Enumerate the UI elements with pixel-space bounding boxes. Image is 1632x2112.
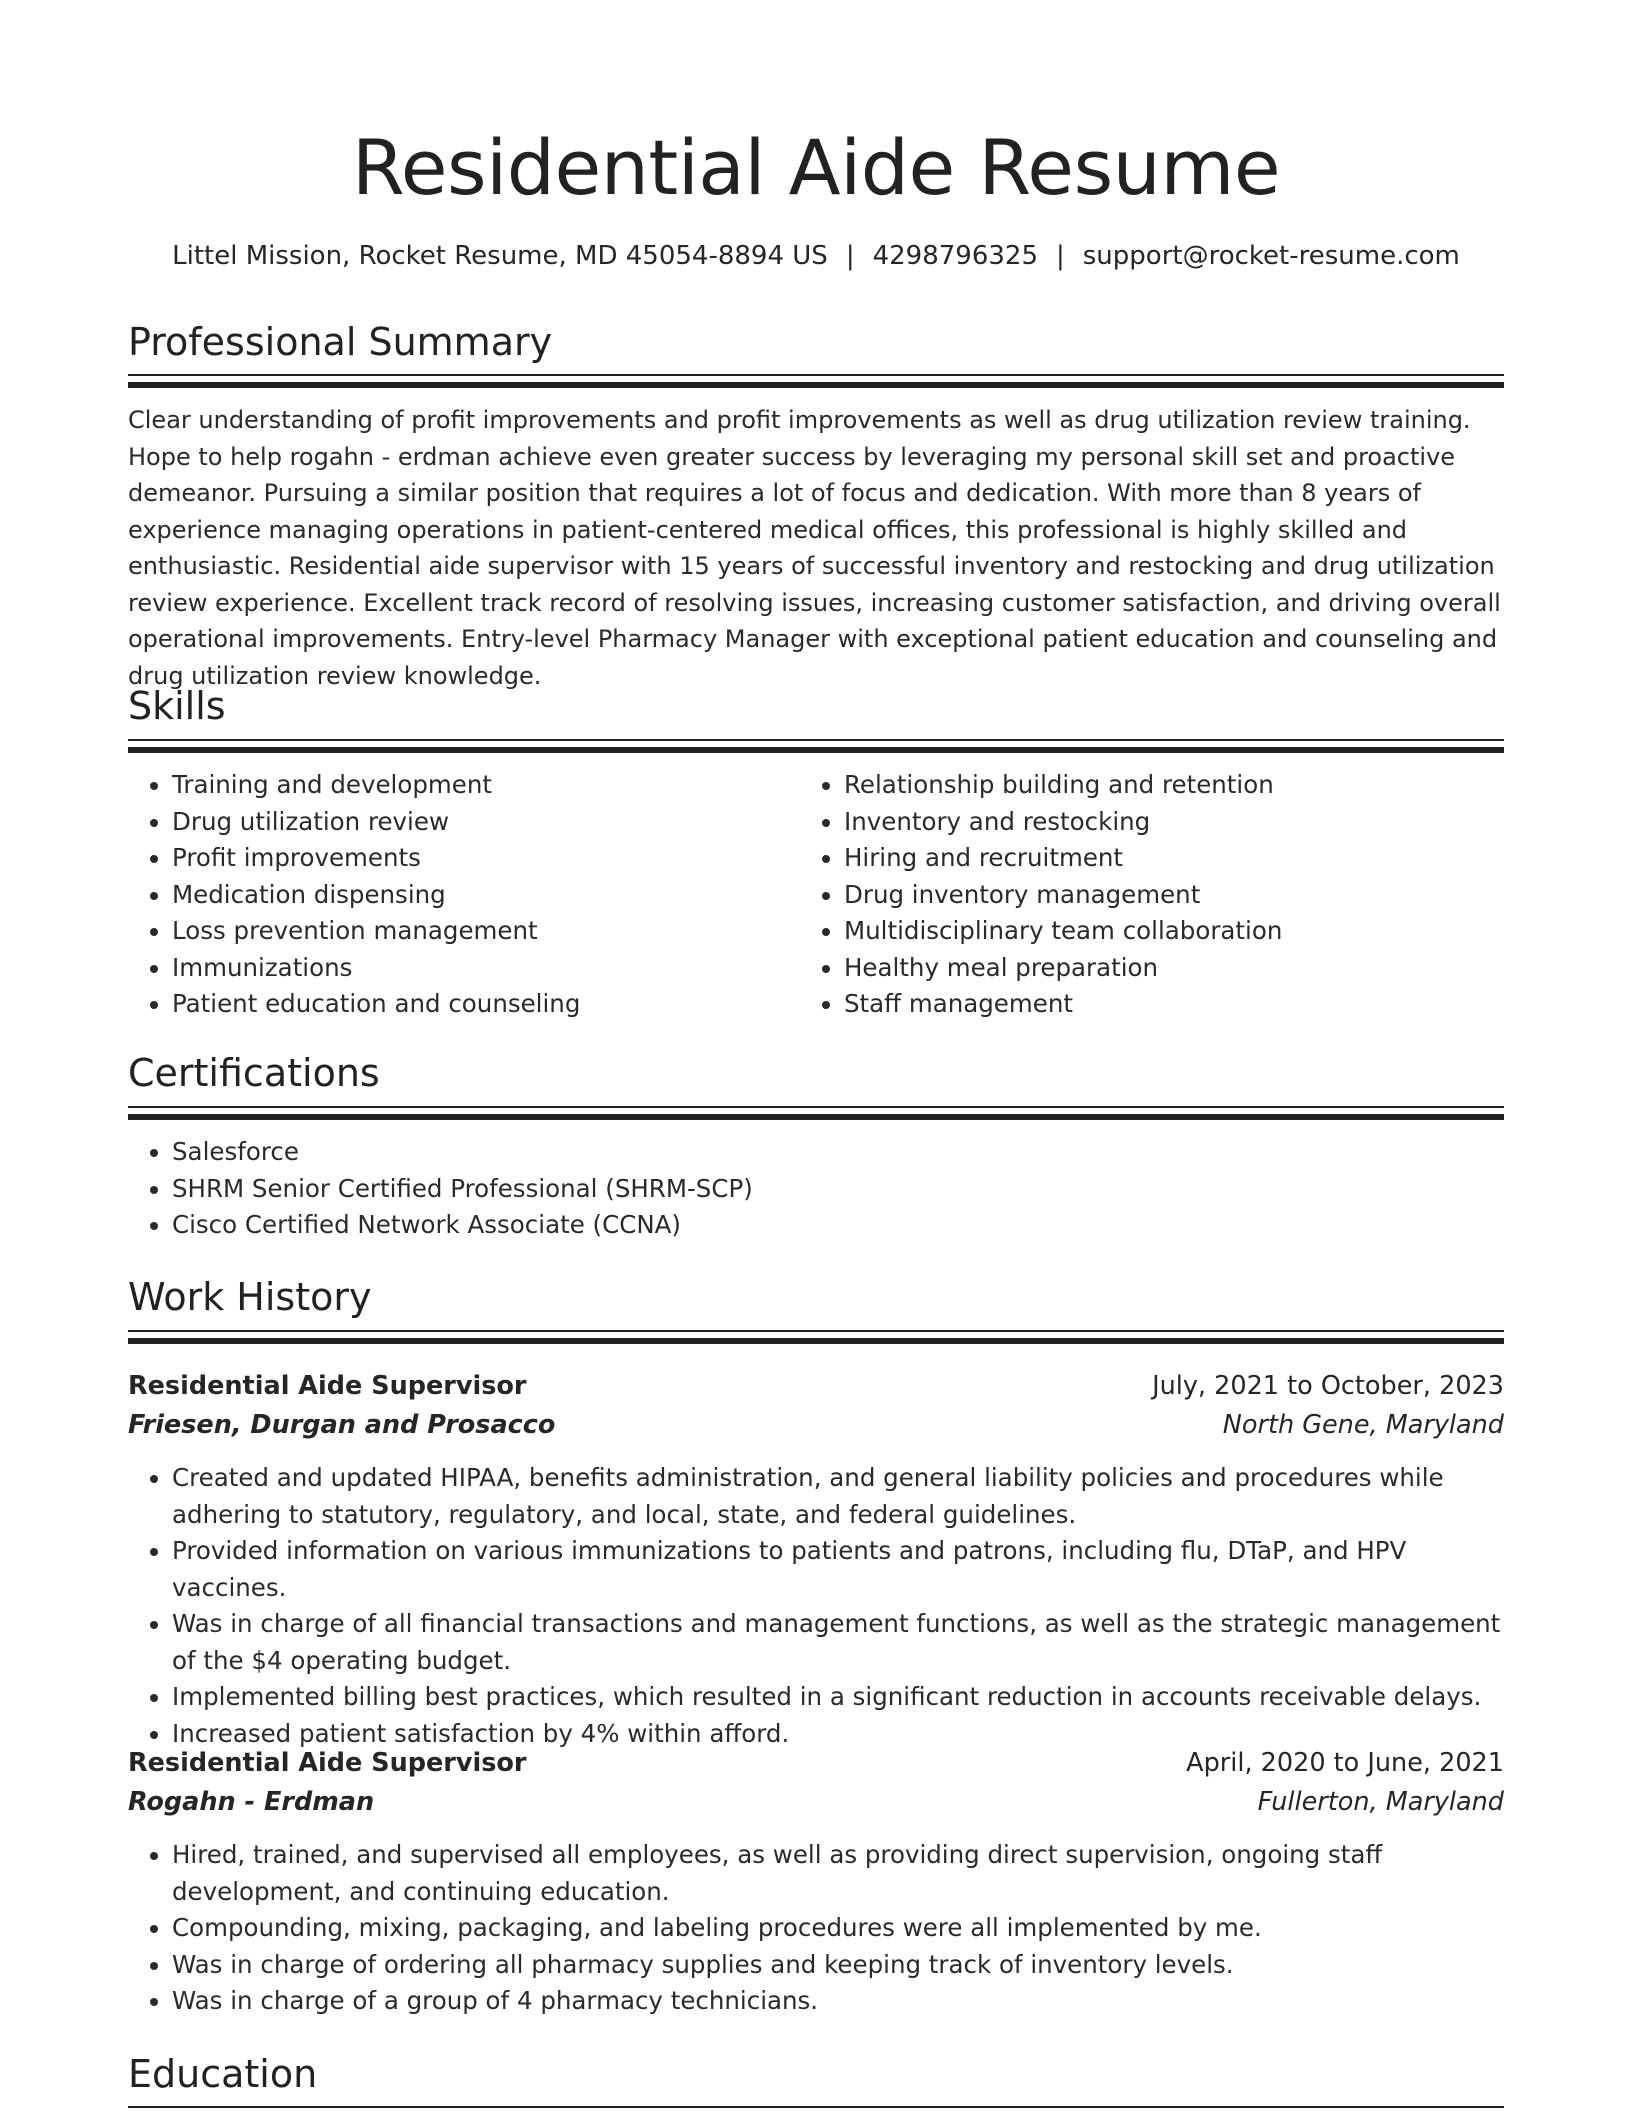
job-1-title-row bbox=[128, 1367, 1504, 1405]
resume-title: Residential Aide Resume bbox=[351, 123, 1281, 212]
job-title: Residential Aide Supervisor bbox=[128, 1371, 527, 1401]
contact-address: Littel Mission, Rocket Resume, MD 45054-8894 US bbox=[172, 241, 828, 271]
job-1-bullets bbox=[128, 1460, 1504, 1752]
list-item: • SHRM Senior Certified Professional (SHRM-SCP) bbox=[172, 1171, 1504, 1208]
list-item: • Healthy meal preparation bbox=[844, 950, 1460, 987]
list-item: • Hired, trained, and supervised all employees, as well as providing direct supervision, ongoing staff development, and continuing education. bbox=[172, 1837, 1504, 1910]
job-dates: July, 2021 to October, 2023 bbox=[1152, 1371, 1504, 1401]
list-item: • Compounding, mixing, packaging, and labeling procedures were all implemented by me. bbox=[172, 1910, 1504, 1947]
list-item: • Drug inventory management bbox=[844, 877, 1460, 914]
job-company: Friesen, Durgan and Prosacco bbox=[128, 1410, 556, 1440]
list-item: • Increased patient satisfaction by 4% within afford. bbox=[172, 1716, 1504, 1753]
skills-right-column bbox=[800, 767, 1460, 1023]
certifications-list bbox=[128, 1134, 1504, 1244]
list-item: • Was in charge of all financial transactions and management functions, as well as the strategic management of the $4 operating budget. bbox=[172, 1606, 1504, 1679]
list-item: • Implemented billing best practices, which resulted in a significant reduction in accounts receivable delays. bbox=[172, 1679, 1504, 1716]
work-history-divider bbox=[128, 1330, 1504, 1344]
list-item: • Patient education and counseling bbox=[172, 986, 788, 1023]
certifications-heading: Certifications bbox=[128, 1051, 380, 1095]
list-item: • Hiring and recruitment bbox=[844, 840, 1460, 877]
job-company: Rogahn - Erdman bbox=[128, 1787, 375, 1817]
job-2-bullets bbox=[128, 1837, 1504, 2020]
job-2-company-row bbox=[128, 1783, 1504, 1821]
summary-text: Clear understanding of profit improvements and profit improvements as well as drug utilization review training. Hope to help rogahn - erdman achieve even greater success by leveraging my personal skill set and proactive demeanor. Pursuing a similar position that requires a lot of focus and dedication. With more than 8 years of experience managing operations in patient-centered medical offices, this professional is highly skilled and enthusiastic. Residential aide supervisor with 15 years of successful inventory and restocking and drug utilization review experience. Excellent track record of resolving issues, increasing customer satisfaction, and driving overall operational improvements. Entry-level Pharmacy Manager with exceptional patient education and counseling and drug utilization review knowledge. bbox=[128, 406, 1501, 690]
skills-divider bbox=[128, 739, 1504, 753]
education-heading: Education bbox=[128, 2052, 318, 2096]
job-location: Fullerton, Maryland bbox=[1257, 1787, 1504, 1817]
list-item: • Staff management bbox=[844, 986, 1460, 1023]
job-1-company-row bbox=[128, 1406, 1504, 1444]
job-2-title-row bbox=[128, 1744, 1504, 1782]
contact-phone: 4298796325 bbox=[872, 241, 1038, 271]
list-item: • Medication dispensing bbox=[172, 877, 788, 914]
summary-heading: Professional Summary bbox=[128, 320, 553, 364]
contact-line bbox=[0, 238, 1632, 274]
certifications-divider bbox=[128, 1106, 1504, 1120]
list-item: • Drug utilization review bbox=[172, 804, 788, 841]
list-item: • Multidisciplinary team collaboration bbox=[844, 913, 1460, 950]
work-history-heading: Work History bbox=[128, 1275, 372, 1319]
list-item: • Inventory and restocking bbox=[844, 804, 1460, 841]
contact-separator: | bbox=[845, 241, 855, 271]
job-dates: April, 2020 to June, 2021 bbox=[1186, 1748, 1504, 1778]
list-item: • Relationship building and retention bbox=[844, 767, 1460, 804]
skills-heading: Skills bbox=[128, 684, 226, 728]
list-item: • Immunizations bbox=[172, 950, 788, 987]
list-item: • Training and development bbox=[172, 767, 788, 804]
summary-divider bbox=[128, 374, 1504, 388]
job-title: Residential Aide Supervisor bbox=[128, 1748, 527, 1778]
list-item: • Provided information on various immunizations to patients and patrons, including flu, DTaP, and HPV vaccines. bbox=[172, 1533, 1504, 1606]
contact-separator: | bbox=[1056, 241, 1065, 271]
list-item: • Was in charge of ordering all pharmacy supplies and keeping track of inventory levels. bbox=[172, 1947, 1504, 1984]
list-item: • Salesforce bbox=[172, 1134, 1504, 1171]
skills-left-column bbox=[128, 767, 788, 1023]
job-location: North Gene, Maryland bbox=[1222, 1410, 1504, 1440]
list-item: • Created and updated HIPAA, benefits administration, and general liability policies and procedures while adhering to statutory, regulatory, and local, state, and federal guidelines. bbox=[172, 1460, 1504, 1533]
list-item: • Loss prevention management bbox=[172, 913, 788, 950]
list-item: • Was in charge of a group of 4 pharmacy technicians. bbox=[172, 1983, 1504, 2020]
contact-email: support@rocket-resume.com bbox=[1082, 241, 1460, 271]
education-divider bbox=[128, 2106, 1504, 2112]
list-item: • Cisco Certified Network Associate (CCNA) bbox=[172, 1207, 1504, 1244]
list-item: • Profit improvements bbox=[172, 840, 788, 877]
